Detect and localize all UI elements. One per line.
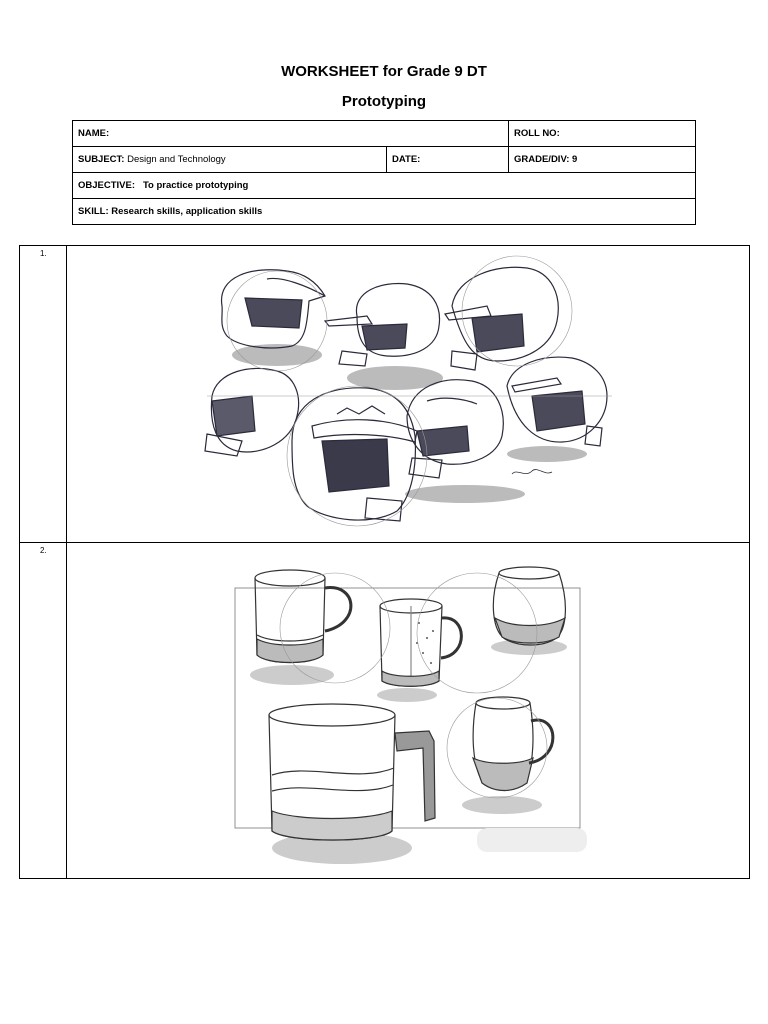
- grade-cell: [509, 147, 696, 173]
- date-cell[interactable]: [387, 147, 509, 173]
- name-cell[interactable]: [73, 121, 509, 147]
- item-image-cell-2: [67, 543, 750, 879]
- roll-label: ROLL NO:: [514, 128, 560, 139]
- objective-value: To practice prototyping: [142, 180, 249, 191]
- item-number-2: 2.: [20, 543, 67, 879]
- skill-label: SKILL: Research skills, application skills: [78, 206, 263, 217]
- worksheet-title: WORKSHEET for Grade 9 DT: [281, 63, 487, 80]
- objective-label: OBJECTIVE:: [78, 180, 136, 191]
- sketch-table: [19, 245, 750, 879]
- subject-cell: [73, 147, 387, 173]
- mug-sketches-image: [67, 543, 749, 878]
- item-image-cell-1: [67, 246, 750, 543]
- roll-cell[interactable]: [509, 121, 696, 147]
- grade-label: GRADE/DIV: 9: [514, 154, 578, 165]
- worksheet-subtitle: Prototyping: [341, 93, 427, 110]
- skill-cell: [73, 199, 696, 225]
- name-label: NAME:: [78, 128, 110, 139]
- subject-value: Design and Technology: [127, 154, 226, 165]
- student-info-table: [72, 120, 696, 225]
- helmet-sketches-image: [67, 246, 749, 542]
- date-label: DATE:: [392, 154, 421, 165]
- objective-cell: [73, 173, 696, 199]
- subject-label: SUBJECT:: [78, 154, 125, 165]
- item-number-1: 1.: [20, 246, 67, 543]
